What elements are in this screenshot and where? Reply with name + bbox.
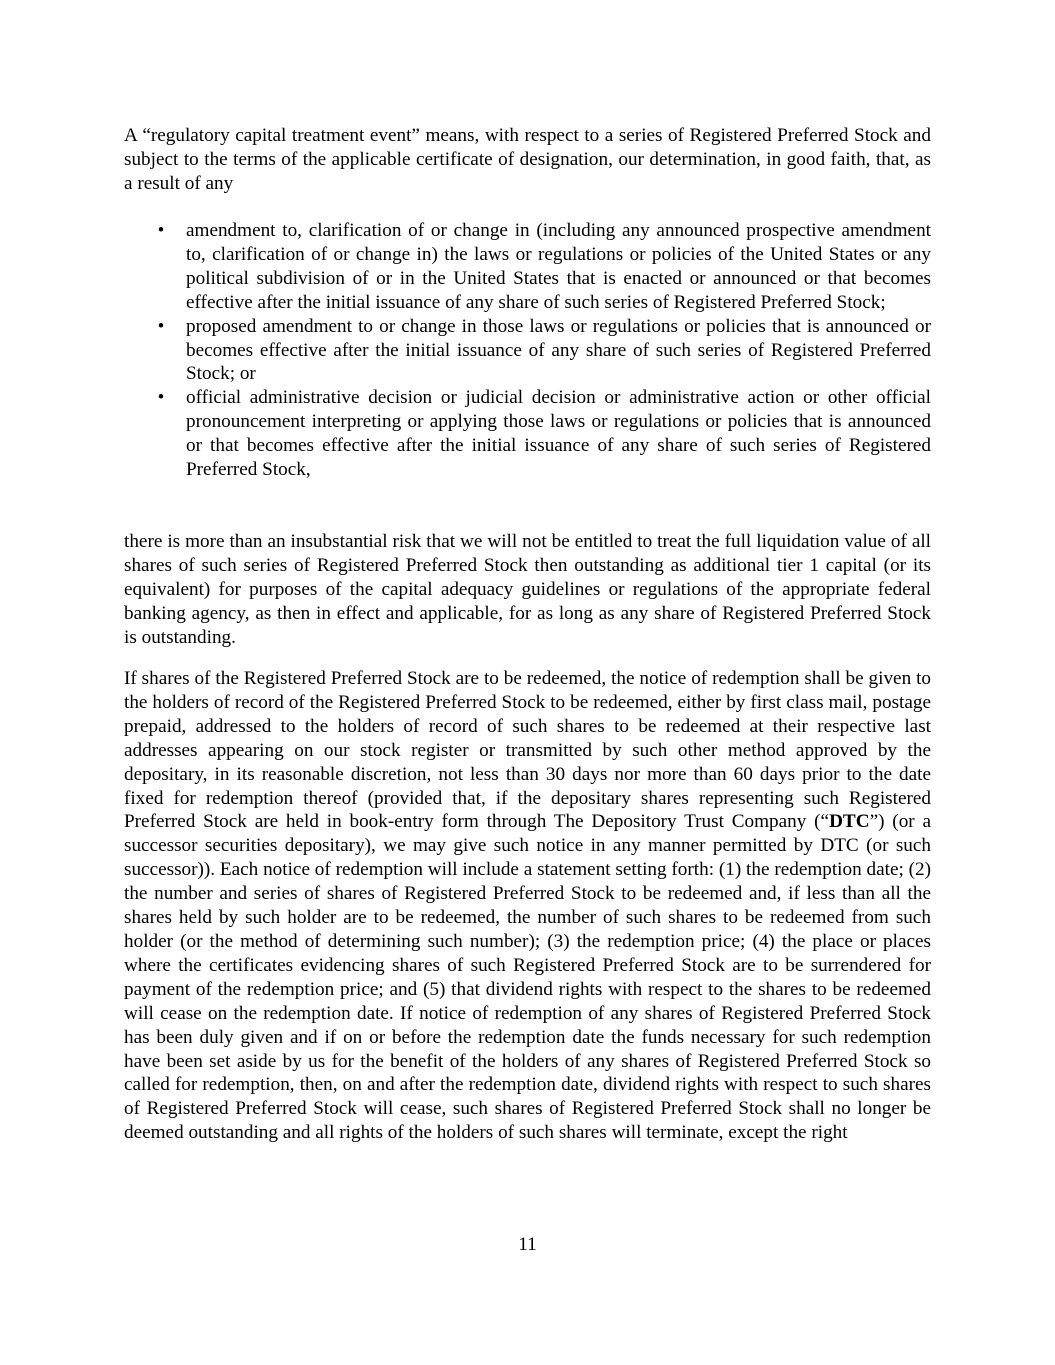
risk-paragraph: there is more than an insubstantial risk that we will not be entitled to treat the full liquidation value of all shares of such series of Registered Preferred Stock then outstanding as additional tier 1 capital (or its equivalent) for purposes of the capital adequacy guidelines or regulations of the appropriate federal banking agency, as then in effect and applicable, for as long as any share of Registered Preferred Stock is outstanding. — [124, 531, 931, 648]
page-number: 11 — [518, 1234, 537, 1255]
list-item — [124, 219, 931, 315]
bullet-icon: • — [157, 387, 165, 409]
bullet-icon: • — [157, 315, 165, 337]
list-item — [124, 386, 931, 482]
redemption-text-end: ”) (or a successor securities depositary), we may give such notice in any manner permitted by DTC (or such successor)). Each notice of redemption will include a statement setting forth: (1) the redemption date; (2) the number and series of shares of Registered Preferred Stock to be redeemed and, if less than all the shares held by such holder are to be redeemed, the number of such shares to be redeemed from such holder (or the method of determining such number); (3) the redemption price; (4) the place or places where the certificates evidencing shares of such Registered Preferred Stock are to be surrendered for payment of the redemption price; and (5) that dividend rights with respect to the shares to be redeemed will cease on the redemption date. If notice of redemption of any shares of Registered Preferred Stock has been duly given and if on or before the redemption date the funds necessary for such redemption have been set aside by us for the benefit of the holders of any shares of Registered Preferred Stock so called for redemption, then, on and after the redemption date, dividend rights with respect to such shares of Registered Preferred Stock will cease, such shares of Registered Preferred Stock shall no longer be deemed outstanding and all rights of the holders of such shares will terminate, except the right — [124, 811, 932, 1144]
bullet-text: proposed amendment to or change in those laws or regulations or policies that is announced or becomes effective after the initial issuance of any share of such series of Registered Preferred Stock; or — [186, 315, 931, 385]
redemption-text-start: If shares of the Registered Preferred Stock are to be redeemed, the notice of redemption shall be given to the holders of record of the Registered Preferred Stock to be redeemed, either by first class mail, postage prepaid, addressed to the holders of record of such shares to be redeemed at their respective last addresses appearing on our stock register or transmitted by such other method approved by the depositary, in its reasonable discretion, not less than 30 days nor more than 60 days prior to the date fixed for redemption thereof (provided that, if the depositary shares representing such Registered Preferred Stock are held in book-entry form through The Depository Trust Company (“ — [124, 668, 931, 833]
bullet-text: official administrative decision or judicial decision or administrative action or other official pronouncement interpreting or applying those laws or regulations or policies that is announced or that becomes effective after the initial issuance of any share of such series of Registered Preferred Stock, — [186, 387, 931, 481]
bullet-icon: • — [157, 220, 165, 241]
intro-paragraph: A “regulatory capital treatment event” means, with respect to a series of Registered Preferred Stock and subject to the terms of the applicable certificate of designation, our determination, in good faith, that, as a result of any — [124, 125, 931, 194]
redemption-paragraph — [124, 667, 931, 1145]
bullet-list — [124, 219, 931, 482]
defined-term-dtc: DTC — [829, 811, 870, 833]
list-item — [124, 315, 931, 387]
document-page — [124, 124, 932, 1144]
bullet-text: amendment to, clarification of or change in (including any announced prospective amendment to, clarification of or change in) the laws or regulations or policies of the United States or any political subdivision of or in the United States that is enacted or announced or that becomes effective after the initial issuance of any share of such series of Registered Preferred Stock; — [186, 220, 931, 313]
